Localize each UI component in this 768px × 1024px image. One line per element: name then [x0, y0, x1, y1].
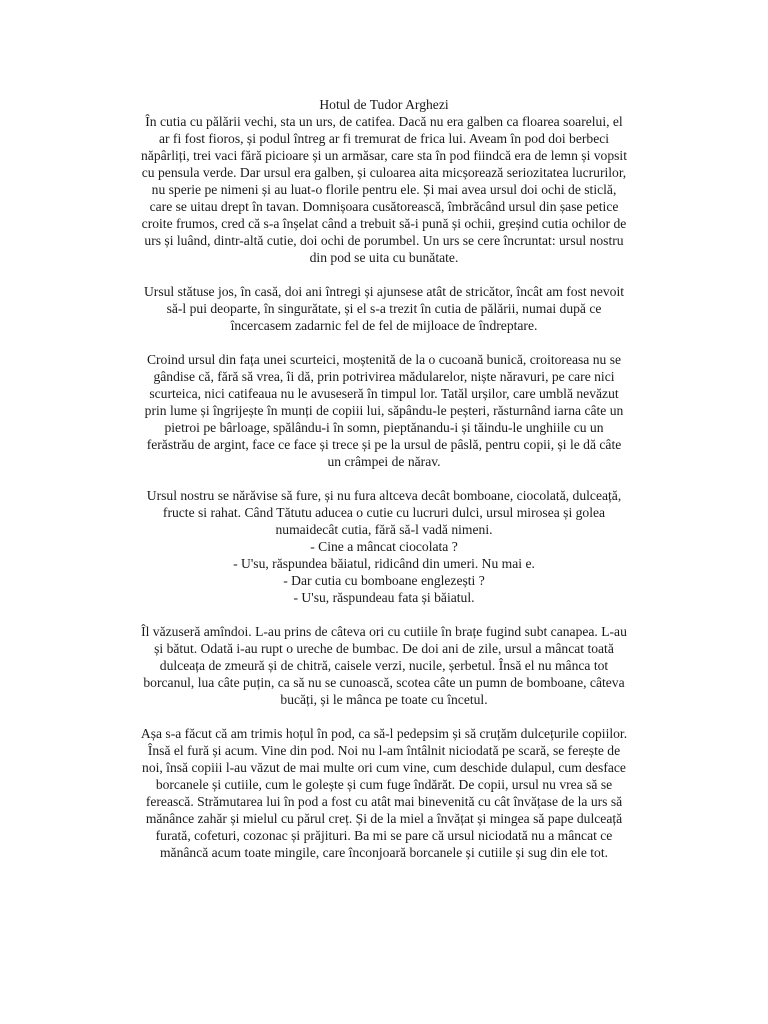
text-line: Croind ursul din fața unei scurteici, moștenită de la o cucoană bunică, croitoreasa nu se [146, 352, 622, 367]
paragraph-4 [110, 487, 658, 606]
text-line: fructe si rahat. Când Tătutu aducea o cutie cu lucruri dulci, ursul mirosea și golea [162, 505, 606, 520]
dialogue-line: - Cine a mâncat ciocolata ? [310, 539, 458, 554]
paragraph-5 [110, 623, 658, 708]
text-line: ferească. Strămutarea lui în pod a fost cu atât mai binevenită cu cât învățase de la urs să [145, 794, 623, 809]
dialogue-line: - U'su, răspundea băiatul, ridicând din umeri. Nu mai e. [233, 556, 535, 571]
text-line: pietroi pe bârloage, spălându-i în somn, pieptănandu-i și tăindu-le unghiile cu un [164, 420, 604, 435]
paragraph-gap [110, 334, 658, 351]
text-line: dulceața de zmeură și de chitră, caisele verzi, nucile, șerbetul. Însă el nu mânca tot [159, 658, 609, 673]
text-line: În cutia cu pălării vechi, sta un urs, de catifea. Dacă nu era galben ca floarea soarelui, el [145, 114, 623, 129]
text-line: mănânce zahăr și mielul cu părul creț. Și de la miel a învățat și mingea să pape dulceață [145, 811, 623, 826]
text-line: borcanul, lua câte puțin, ca să nu se cunoască, scotea câte un pumn de bomboane, câteva [143, 675, 625, 690]
text-line: Îl văzuseră amîndoi. L-au prins de câteva ori cu cutiile în brațe fugind subt canapea. L-au [141, 624, 627, 639]
text-line: bucăți, și le mânca pe toate cu încetul. [280, 692, 488, 707]
paragraph-gap [110, 470, 658, 487]
text-line: Ursul nostru se nărăvise să fure, și nu fura altceva decât bomboane, ciocolată, dulceață, [146, 488, 622, 503]
paragraph-2 [110, 283, 658, 334]
paragraph-1 [110, 113, 658, 266]
text-line: numaidecât cutia, fără să-l vadă nimeni. [275, 522, 493, 537]
text-line: încercasem zadarnic fel de fel de mijloace de îndreptare. [230, 318, 538, 333]
text-line: croite frumos, cred că s-a înșelat când a trebuit să-i pună și ochii, greșind cutia ochilor de [141, 216, 627, 231]
document-title: Hotul de Tudor Arghezi [319, 97, 449, 112]
text-line: nu sperie pe nimeni și au luat-o florile pentru ele. Și mai avea ursul doi ochi de sticlă, [151, 182, 617, 197]
text-line: Așa s-a făcut că am trimis hoțul în pod, ca să-l pedepsim și să cruțăm dulcețurile copiilor. [140, 726, 628, 741]
text-line: cu pensula verde. Dar ursul era galben, și culoarea aita micșorează seriozitatea lucrurilor, [141, 165, 627, 180]
text-line: scurteica, nici catifeaua nu le avuseseră în timpul lor. Tatăl urșilor, care umblă nevăzut [149, 386, 619, 401]
text-line: un crâmpei de nărav. [327, 454, 441, 469]
text-line: din pod se uita cu bunătate. [309, 250, 459, 265]
dialogue-line: - Dar cutia cu bomboane englezești ? [283, 573, 485, 588]
text-line: care se uitau drept în tavan. Domnișoara cusătorească, îmbrăcând ursul din șase petice [149, 199, 619, 214]
text-line: mănâncă acum toate mingile, care înconjoară borcanele și cutiile și sug din ele tot. [159, 845, 609, 860]
text-line: noi, însă copiii l-au văzut de mai multe ori cum vine, cum deschide dulapul, cum desface [142, 760, 626, 775]
text-line: ar fi fost fioros, și podul întreg ar fi tremurat de frica lui. Aveam în pod doi berbeci [158, 131, 610, 146]
paragraph-gap [110, 708, 658, 725]
dialogue-line: - U'su, răspundeau fata și băiatul. [293, 590, 475, 605]
text-line: năpârliți, trei vaci fără picioare și un armăsar, care sta în pod fiindcă era de lemn și vopsit [141, 148, 627, 163]
text-line: ferăstrău de argint, face ce face și trece și pe la ursul de pâslă, pentru copii, și le dă câte [146, 437, 622, 452]
text-line: urs și luând, dintr-altă cutie, doi ochi de porumbel. Un urs se cere încruntat: ursul nostru [144, 233, 624, 248]
paragraph-gap [110, 266, 658, 283]
text-line: furată, cofeturi, cozonac și prăjituri. Ba mi se pare că ursul niciodată nu a mâncat ce [155, 828, 613, 843]
text-line: Ursul stătuse jos, în casă, doi ani întregi și ajunsese atât de stricător, încât am fost nevoit [143, 284, 625, 299]
paragraph-gap [110, 606, 658, 623]
paragraph-6 [110, 725, 658, 861]
document-body [110, 96, 658, 861]
text-line: borcanele și cutiile, cum le golește și cum fuge îndărăt. De copii, ursul nu vrea să se [155, 777, 613, 792]
paragraph-3 [110, 351, 658, 470]
text-line: Însă el fură și acum. Vine din pod. Noi nu l-am întâlnit niciodată pe scară, se ferește de [147, 743, 621, 758]
text-line: să-l pui deoparte, în singurătate, și el s-a trezit în cutia de pălării, numai după ce [166, 301, 602, 316]
text-line: gândise că, fără să vrea, îi dă, prin potrivirea mădularelor, niște năravuri, pe care nici [153, 369, 615, 384]
text-line: și bătut. Odată i-au rupt o ureche de bumbac. De doi ani de zile, ursul a mâncat toată [154, 641, 614, 656]
text-line: prin lume și îngrijește în munți de copiii lui, săpându-le peșteri, răsturnând iarna câte un [144, 403, 624, 418]
